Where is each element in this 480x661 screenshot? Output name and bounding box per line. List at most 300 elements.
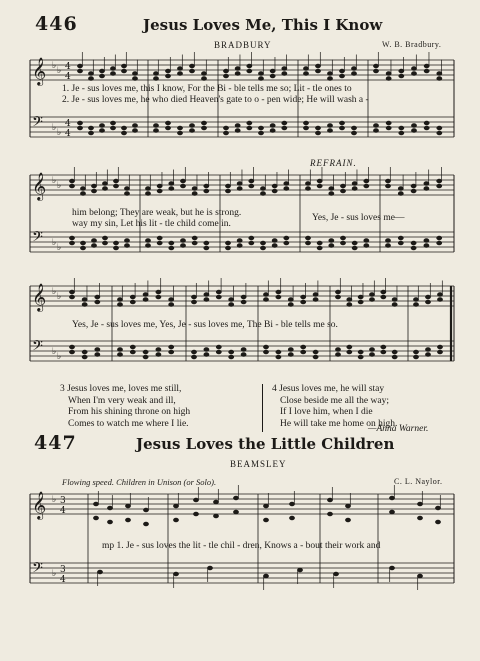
note-head bbox=[313, 298, 318, 301]
note-head bbox=[169, 182, 174, 185]
note-head bbox=[216, 350, 221, 353]
note-head bbox=[336, 295, 341, 298]
note-head bbox=[216, 290, 221, 293]
note-head bbox=[118, 298, 123, 301]
note-head bbox=[204, 348, 209, 351]
note-head bbox=[424, 182, 429, 185]
note-head bbox=[347, 350, 352, 353]
note-head bbox=[202, 72, 207, 75]
note-head bbox=[125, 244, 130, 247]
note-head bbox=[306, 187, 311, 190]
note-head bbox=[237, 244, 242, 247]
note-head bbox=[100, 129, 105, 132]
note-head bbox=[352, 182, 357, 185]
note-head bbox=[70, 295, 75, 298]
note-head bbox=[114, 184, 119, 187]
note-head bbox=[390, 496, 395, 499]
note-head bbox=[261, 192, 266, 195]
hymn-number-447: 447 bbox=[34, 432, 77, 454]
note-head bbox=[174, 572, 179, 575]
note-head bbox=[398, 192, 403, 195]
note-head bbox=[125, 192, 130, 195]
note-head bbox=[418, 516, 423, 519]
note-head bbox=[249, 236, 254, 239]
note-head bbox=[364, 184, 369, 187]
note-head bbox=[82, 350, 87, 353]
note-head bbox=[234, 510, 239, 513]
note-head bbox=[190, 64, 195, 67]
note-head bbox=[288, 348, 293, 351]
verse4-line4: He will take me home on high. bbox=[280, 418, 398, 429]
note-head bbox=[103, 187, 108, 190]
note-head bbox=[306, 241, 311, 244]
note-head bbox=[411, 189, 416, 192]
note-head bbox=[133, 124, 138, 127]
note-head bbox=[204, 246, 209, 249]
refrain-label: REFRAIN. bbox=[310, 158, 357, 168]
note-head bbox=[290, 502, 295, 505]
note-head bbox=[336, 348, 341, 351]
note-head bbox=[313, 355, 318, 358]
note-head bbox=[346, 504, 351, 507]
note-head bbox=[126, 518, 131, 521]
time-signature-icon: 3 bbox=[60, 496, 66, 506]
note-head bbox=[154, 72, 159, 75]
note-head bbox=[103, 182, 108, 185]
note-head bbox=[70, 236, 75, 239]
note-head bbox=[426, 300, 431, 303]
note-head bbox=[156, 290, 161, 293]
note-head bbox=[436, 520, 441, 523]
note-head bbox=[329, 192, 334, 195]
note-head bbox=[247, 64, 252, 67]
note-head bbox=[424, 126, 429, 129]
note-head bbox=[204, 293, 209, 296]
note-head bbox=[301, 300, 306, 303]
time-signature-icon: 4 bbox=[65, 119, 71, 129]
note-head bbox=[284, 187, 289, 190]
note-head bbox=[304, 121, 309, 124]
treble-clef-icon: 𝄞 bbox=[32, 172, 47, 200]
note-head bbox=[316, 131, 321, 134]
note-head bbox=[114, 241, 119, 244]
note-head bbox=[399, 69, 404, 72]
note-head bbox=[270, 124, 275, 127]
note-head bbox=[328, 129, 333, 132]
verse3-line2: When I'm very weak and ill, bbox=[68, 395, 176, 406]
note-head bbox=[386, 179, 391, 182]
flat-icon: ♭ bbox=[52, 123, 57, 133]
note-head bbox=[264, 350, 269, 353]
note-head bbox=[202, 126, 207, 129]
note-head bbox=[341, 236, 346, 239]
note-head bbox=[70, 184, 75, 187]
note-head bbox=[181, 184, 186, 187]
note-head bbox=[352, 126, 357, 129]
note-head bbox=[352, 187, 357, 190]
note-head bbox=[92, 184, 97, 187]
note-head bbox=[418, 574, 423, 577]
note-head bbox=[133, 129, 138, 132]
note-head bbox=[122, 126, 127, 129]
note-head bbox=[95, 353, 100, 356]
note-head bbox=[414, 298, 419, 301]
note-head bbox=[92, 189, 97, 192]
note-head bbox=[226, 189, 231, 192]
note-head bbox=[288, 298, 293, 301]
note-head bbox=[329, 239, 334, 242]
note-head bbox=[370, 353, 375, 356]
note-head bbox=[70, 345, 75, 348]
note-head bbox=[399, 74, 404, 77]
note-head bbox=[398, 241, 403, 244]
note-head bbox=[143, 293, 148, 296]
note-head bbox=[364, 179, 369, 182]
note-head bbox=[89, 126, 94, 129]
note-head bbox=[241, 295, 246, 298]
note-head bbox=[89, 131, 94, 134]
note-head bbox=[411, 246, 416, 249]
note-head bbox=[178, 131, 183, 134]
note-head bbox=[398, 187, 403, 190]
note-head bbox=[390, 566, 395, 569]
note-head bbox=[103, 241, 108, 244]
note-head bbox=[204, 184, 209, 187]
note-head bbox=[288, 353, 293, 356]
note-head bbox=[229, 350, 234, 353]
note-head bbox=[340, 74, 345, 77]
hymn-title-447: Jesus Loves the Little Children bbox=[136, 435, 395, 453]
note-head bbox=[100, 74, 105, 77]
note-head bbox=[336, 353, 341, 356]
note-head bbox=[414, 350, 419, 353]
time-signature-icon: 4 bbox=[65, 72, 71, 82]
note-head bbox=[156, 295, 161, 298]
note-head bbox=[194, 498, 199, 501]
note-head bbox=[347, 303, 352, 306]
note-head bbox=[316, 64, 321, 67]
note-head bbox=[249, 184, 254, 187]
tune-name-447: BEAMSLEY bbox=[230, 459, 287, 469]
note-head bbox=[306, 236, 311, 239]
note-head bbox=[340, 126, 345, 129]
flat-icon: ♭ bbox=[52, 287, 57, 297]
note-head bbox=[192, 295, 197, 298]
note-head bbox=[438, 345, 443, 348]
note-head bbox=[341, 189, 346, 192]
note-head bbox=[190, 124, 195, 127]
note-head bbox=[157, 241, 162, 244]
note-head bbox=[169, 187, 174, 190]
note-head bbox=[370, 348, 375, 351]
note-head bbox=[111, 72, 116, 75]
note-head bbox=[264, 518, 269, 521]
note-head bbox=[424, 187, 429, 190]
note-head bbox=[122, 64, 127, 67]
lyric-line2-verse2: way my sin, Let his lit - tle child come in. bbox=[72, 219, 231, 229]
note-head bbox=[259, 72, 264, 75]
note-head bbox=[414, 355, 419, 358]
note-head bbox=[390, 510, 395, 513]
note-head bbox=[122, 69, 127, 72]
note-head bbox=[358, 300, 363, 303]
note-head bbox=[298, 568, 303, 571]
note-head bbox=[340, 69, 345, 72]
note-head bbox=[235, 67, 240, 70]
note-head bbox=[192, 241, 197, 244]
note-head bbox=[264, 293, 269, 296]
note-head bbox=[204, 189, 209, 192]
note-head bbox=[130, 300, 135, 303]
note-head bbox=[235, 129, 240, 132]
note-head bbox=[426, 295, 431, 298]
note-head bbox=[95, 295, 100, 298]
note-head bbox=[352, 72, 357, 75]
note-head bbox=[78, 121, 83, 124]
note-head bbox=[364, 239, 369, 242]
note-head bbox=[317, 184, 322, 187]
time-signature-icon: 4 bbox=[65, 129, 71, 139]
lyric-line3: Yes, Je - sus loves me, Yes, Je - sus loves me, The Bi - ble tells me so. bbox=[72, 320, 338, 330]
note-head bbox=[202, 121, 207, 124]
note-head bbox=[157, 189, 162, 192]
author-attribution: —Anna Warner. bbox=[368, 424, 429, 434]
note-head bbox=[241, 300, 246, 303]
note-head bbox=[381, 350, 386, 353]
treble-clef-icon: 𝄞 bbox=[32, 57, 47, 85]
note-head bbox=[288, 303, 293, 306]
note-head bbox=[358, 355, 363, 358]
note-head bbox=[108, 506, 113, 509]
note-head bbox=[399, 126, 404, 129]
note-head bbox=[234, 496, 239, 499]
note-head bbox=[229, 298, 234, 301]
note-head bbox=[304, 126, 309, 129]
flat-icon: ♭ bbox=[52, 495, 57, 505]
note-head bbox=[94, 502, 99, 505]
note-head bbox=[235, 124, 240, 127]
note-head bbox=[316, 69, 321, 72]
note-head bbox=[126, 504, 131, 507]
note-head bbox=[82, 355, 87, 358]
note-head bbox=[226, 241, 231, 244]
note-head bbox=[437, 236, 442, 239]
note-head bbox=[437, 184, 442, 187]
note-head bbox=[411, 241, 416, 244]
lyric-line2-verse1: him belong; They are weak, but he is strong. bbox=[72, 208, 242, 218]
note-head bbox=[114, 179, 119, 182]
note-head bbox=[237, 182, 242, 185]
note-head bbox=[108, 520, 113, 523]
verse3-line4: Comes to watch me where I lie. bbox=[68, 418, 189, 429]
note-head bbox=[146, 187, 151, 190]
flat-icon: ♭ bbox=[57, 128, 62, 138]
note-head bbox=[82, 303, 87, 306]
note-head bbox=[216, 345, 221, 348]
note-head bbox=[328, 498, 333, 501]
note-head bbox=[437, 72, 442, 75]
note-head bbox=[328, 512, 333, 515]
note-head bbox=[386, 72, 391, 75]
note-head bbox=[118, 303, 123, 306]
note-head bbox=[329, 244, 334, 247]
verse-divider bbox=[262, 384, 263, 432]
lyric-line1-verse2: 2. Je - sus loves me, he who died Heaven's gate to o - pen wide; He will wash a - bbox=[62, 95, 369, 105]
flat-icon: ♭ bbox=[52, 238, 57, 248]
note-head bbox=[214, 514, 219, 517]
note-head bbox=[398, 236, 403, 239]
note-head bbox=[284, 236, 289, 239]
note-head bbox=[192, 192, 197, 195]
note-head bbox=[270, 129, 275, 132]
note-head bbox=[214, 500, 219, 503]
note-head bbox=[81, 187, 86, 190]
note-head bbox=[204, 241, 209, 244]
note-head bbox=[174, 504, 179, 507]
note-head bbox=[374, 129, 379, 132]
note-head bbox=[81, 192, 86, 195]
note-head bbox=[224, 74, 229, 77]
lyric-line2-refrain: Yes, Je - sus loves me— bbox=[312, 213, 405, 223]
note-head bbox=[130, 345, 135, 348]
flat-icon: ♭ bbox=[52, 176, 57, 186]
note-head bbox=[424, 69, 429, 72]
note-head bbox=[261, 246, 266, 249]
note-head bbox=[154, 77, 159, 80]
note-head bbox=[418, 502, 423, 505]
flat-icon: ♭ bbox=[52, 347, 57, 357]
note-head bbox=[235, 72, 240, 75]
note-head bbox=[118, 348, 123, 351]
verse4-line3: If I love him, when I die bbox=[280, 407, 373, 417]
note-head bbox=[392, 303, 397, 306]
note-head bbox=[437, 126, 442, 129]
bass-staff bbox=[30, 563, 454, 583]
note-head bbox=[125, 239, 130, 242]
lyric-447-line1: mp 1. Je - sus loves the lit - tle chil - dren, Knows a - bout their work and bbox=[102, 541, 381, 551]
note-head bbox=[272, 184, 277, 187]
note-head bbox=[78, 64, 83, 67]
note-head bbox=[437, 131, 442, 134]
time-signature-icon: 4 bbox=[65, 62, 71, 72]
note-head bbox=[352, 246, 357, 249]
note-head bbox=[386, 244, 391, 247]
note-head bbox=[259, 126, 264, 129]
note-head bbox=[381, 345, 386, 348]
note-head bbox=[270, 69, 275, 72]
note-head bbox=[438, 298, 443, 301]
note-head bbox=[317, 246, 322, 249]
note-head bbox=[249, 241, 254, 244]
bass-clef-icon: 𝄢 bbox=[32, 114, 43, 134]
note-head bbox=[347, 298, 352, 301]
note-head bbox=[424, 121, 429, 124]
note-head bbox=[437, 179, 442, 182]
lyric-line1-verse1: 1. Je - sus loves me, this I know, For the Bi - ble tells me so; Lit - tle ones to bbox=[62, 84, 352, 94]
note-head bbox=[313, 293, 318, 296]
note-head bbox=[81, 241, 86, 244]
note-head bbox=[424, 239, 429, 242]
note-head bbox=[264, 345, 269, 348]
note-head bbox=[426, 348, 431, 351]
note-head bbox=[284, 241, 289, 244]
time-signature-icon: 4 bbox=[60, 506, 66, 516]
note-head bbox=[334, 572, 339, 575]
note-head bbox=[166, 126, 171, 129]
note-head bbox=[146, 192, 151, 195]
note-head bbox=[341, 184, 346, 187]
composer-447: C. L. Naylor. bbox=[394, 477, 443, 486]
note-head bbox=[412, 129, 417, 132]
note-head bbox=[328, 72, 333, 75]
flat-icon: ♭ bbox=[57, 243, 62, 253]
note-head bbox=[412, 124, 417, 127]
note-head bbox=[386, 239, 391, 242]
note-head bbox=[178, 72, 183, 75]
note-head bbox=[381, 295, 386, 298]
note-head bbox=[156, 348, 161, 351]
note-head bbox=[304, 67, 309, 70]
note-head bbox=[133, 77, 138, 80]
note-head bbox=[282, 121, 287, 124]
note-head bbox=[270, 74, 275, 77]
note-head bbox=[386, 126, 391, 129]
note-head bbox=[154, 124, 159, 127]
note-head bbox=[70, 241, 75, 244]
note-head bbox=[414, 303, 419, 306]
note-head bbox=[272, 244, 277, 247]
note-head bbox=[352, 67, 357, 70]
note-head bbox=[143, 298, 148, 301]
note-head bbox=[156, 353, 161, 356]
note-head bbox=[81, 246, 86, 249]
note-head bbox=[130, 350, 135, 353]
note-head bbox=[237, 187, 242, 190]
note-head bbox=[290, 516, 295, 519]
note-head bbox=[282, 72, 287, 75]
note-head bbox=[424, 64, 429, 67]
note-head bbox=[118, 353, 123, 356]
note-head bbox=[166, 69, 171, 72]
note-head bbox=[352, 131, 357, 134]
treble-clef-icon: 𝄞 bbox=[32, 491, 47, 519]
note-head bbox=[436, 506, 441, 509]
note-head bbox=[438, 293, 443, 296]
note-head bbox=[194, 512, 199, 515]
note-head bbox=[272, 189, 277, 192]
note-head bbox=[313, 350, 318, 353]
hymn-title-446: Jesus Loves Me, This I Know bbox=[143, 16, 383, 34]
note-head bbox=[154, 129, 159, 132]
note-head bbox=[70, 290, 75, 293]
note-head bbox=[95, 348, 100, 351]
note-head bbox=[229, 303, 234, 306]
note-head bbox=[282, 126, 287, 129]
note-head bbox=[95, 300, 100, 303]
note-head bbox=[70, 179, 75, 182]
note-head bbox=[224, 131, 229, 134]
note-head bbox=[306, 182, 311, 185]
note-head bbox=[386, 77, 391, 80]
bass-clef-icon: 𝄢 bbox=[32, 229, 43, 249]
note-head bbox=[276, 350, 281, 353]
note-head bbox=[370, 293, 375, 296]
note-head bbox=[226, 246, 231, 249]
note-head bbox=[329, 187, 334, 190]
note-head bbox=[392, 355, 397, 358]
note-head bbox=[249, 179, 254, 182]
note-head bbox=[374, 64, 379, 67]
